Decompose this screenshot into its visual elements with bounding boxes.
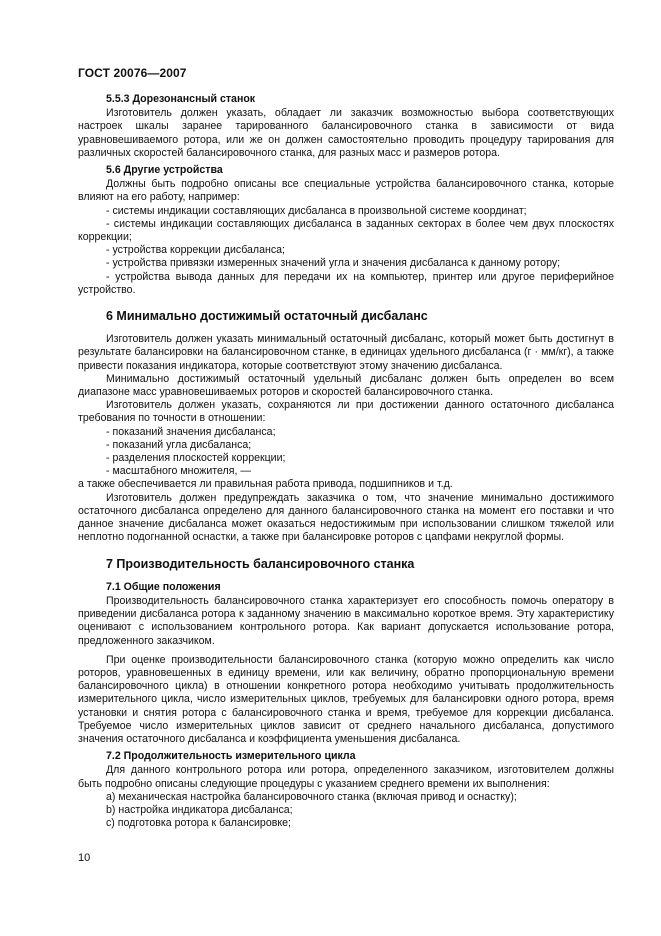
list-item: - устройства привязки измеренных значений угла и значения дисбаланса к данному ротору;	[106, 257, 561, 270]
paragraph: Изготовитель должен указать, сохраняются ли при достижении данного остаточного дисбаланса требования по точности в отношении:	[78, 399, 614, 425]
section-title-7: 7 Производительность балансировочного станка	[106, 556, 415, 571]
list-item: - показаний значения дисбаланса;	[106, 425, 276, 438]
paragraph: Изготовитель должен указать минимальный остаточный дисбаланс, который может быть достигнут в результате балансировки на балансировочном станке, в единицах удельного дисбаланса (г · мм/кг), а также привести показания индикатора, которые соответствуют этому значению дисбаланса.	[78, 333, 614, 372]
list-item: - системы индикации составляющих дисбаланса в произвольной системе координат;	[106, 204, 527, 217]
list-item: a) механическая настройка балансировочного станка (включая привод и оснастку);	[106, 790, 517, 803]
paragraph: Минимально достижимый остаточный удельный дисбаланс должен быть определен во всем диапазоне масс уравновешиваемых роторов и скоростей балансировочного станка.	[78, 372, 614, 399]
list-item: - разделения плоскостей коррекции;	[106, 452, 286, 465]
list-item: c) подготовка ротора к балансировке;	[106, 817, 291, 830]
document-header: ГОСТ 20076—2007	[78, 66, 187, 80]
list-item: - устройства вывода данных для передачи их на компьютер, принтер или другое периферийное устройство.	[78, 270, 614, 296]
list-item: - устройства коррекции дисбаланса;	[106, 244, 285, 257]
paragraph: Для данного контрольного ротора или ротора, определенного заказчиком, изготовителем должны быть подробно описаны следующие процедуры с указанием среднего времени их выполнения:	[78, 764, 614, 790]
document-body	[78, 93, 614, 830]
subsection-title-5-6: 5.6 Другие устройства	[106, 164, 223, 177]
paragraph: При оценке производительности балансировочного станка (которую можно определить как число роторов, уравновешенных в единицу времени, или как величину, обратно пропорциональную времени балансировочного цикла) в отношении конкретного ротора необходимо учитывать продолжительность измерительного цикла, число измерительных циклов, требуемых для балансировки одного ротора, время установки и снятия ротора с балансировочного станка и время, требуемое для коррекции дисбаланса. Требуемое число измерительных циклов зависит от среднего начального дисбаланса, допустимого значения остаточного дисбаланса и коэффициента уменьшения дисбаланса.	[78, 653, 614, 745]
paragraph: Производительность балансировочного станка характеризует его способность помочь оператору в приведении дисбаланса ротора к заданному значению в максимально короткое время. Эту характеристику оценивают с использованием контрольного ротора. Как вариант допускается использование ротора, предложенного заказчиком.	[78, 594, 614, 647]
list-item: - масштабного множителя, —	[106, 465, 251, 478]
paragraph: а также обеспечивается ли правильная работа привода, подшипников и т.д.	[78, 478, 453, 491]
subsection-title-7-2: 7.2 Продолжительность измерительного цикла	[106, 750, 356, 763]
paragraph: Изготовитель должен указать, обладает ли заказчик возможностью выбора соответствующих настроек шкалы заранее тарированного балансировочного станка в зависимости от вида уравновешиваемого ротора, или же он должен самостоятельно проводить процедуру тарирования для различных скоростей балансировочного станка, для разных масс и размеров ротора.	[78, 107, 614, 159]
list-item: - системы индикации составляющих дисбаланса в заданных секторах в более чем двух плоскостях коррекции;	[78, 217, 614, 244]
paragraph: Изготовитель должен предупреждать заказчика о том, что значение минимально достижимого остаточного дисбаланса определено для данного балансировочного станка на момент его поставки и что данное значение дисбаланса может оказаться недостижимым при использовании слишком тяжелой или неплотно подогнанной оснастки, а также при балансировке роторов с цапфами некруглой формы.	[78, 491, 614, 544]
list-item: - показаний угла дисбаланса;	[106, 438, 252, 451]
list-item: b) настройка индикатора дисбаланса;	[106, 803, 293, 816]
section-title-6: 6 Минимально достижимый остаточный дисбаланс	[106, 309, 428, 324]
subsection-title-5-5-3: 5.5.3 Дорезонансный станок	[106, 93, 256, 105]
page-number: 10	[78, 852, 91, 864]
paragraph: Должны быть подробно описаны все специальные устройства балансировочного станка, которые влияют на его работу, например:	[78, 178, 614, 204]
subsection-title-7-1: 7.1 Общие положения	[106, 580, 221, 593]
